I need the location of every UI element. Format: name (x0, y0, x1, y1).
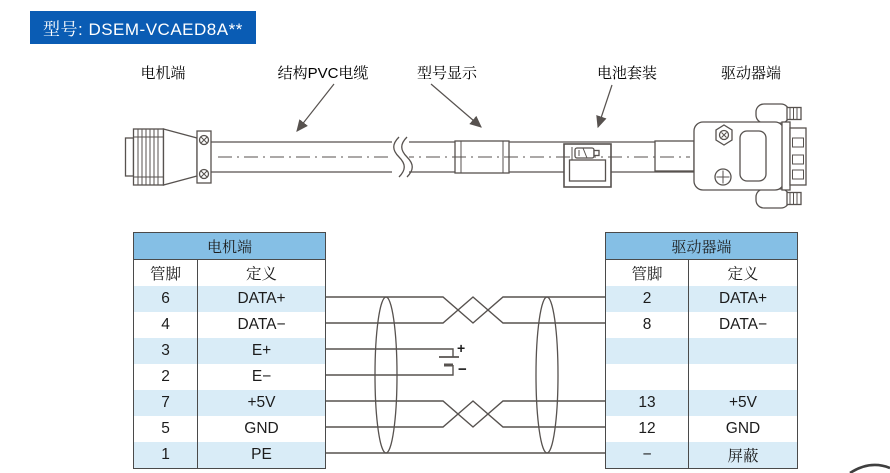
table-row (134, 364, 326, 390)
table-row (606, 364, 798, 390)
wire-e-plus (325, 349, 453, 357)
column-header-def: 定义 (246, 266, 278, 283)
def-cell: +5V (198, 390, 326, 416)
driver-table-title: 驱动器端 (606, 233, 798, 260)
table-row (606, 338, 798, 364)
pin-cell: 1 (134, 442, 198, 469)
def-cell: DATA+ (198, 286, 326, 312)
wire-data-plus (325, 297, 605, 323)
pin-cell: 6 (134, 286, 198, 312)
shield-ellipse-right (536, 297, 558, 453)
pin-cell: 2 (606, 286, 689, 312)
def-cell: GND (244, 420, 279, 437)
model-display-leader (431, 84, 481, 127)
column-header-def: 定义 (727, 266, 759, 283)
motor-pinout-table (133, 232, 326, 469)
battery-plus-label: + (457, 340, 466, 356)
table-header-row (606, 260, 798, 287)
pin-cell: 7 (134, 390, 198, 416)
table-row (606, 442, 798, 469)
table-row (134, 286, 326, 312)
pin-cell: 5 (134, 416, 198, 442)
wire-5v (325, 401, 605, 427)
pin-cell: 13 (606, 390, 689, 416)
battery-minus-label: − (458, 361, 467, 378)
model-badge: 型号: DSEM-VCAED8A** (30, 11, 256, 44)
def-cell: PE (198, 442, 326, 469)
table-row (606, 312, 798, 338)
label-model-display: 型号显示 (416, 65, 478, 82)
table-row (134, 442, 326, 469)
wire-gnd (325, 401, 605, 427)
table-title-row (606, 233, 798, 260)
def-cell (689, 338, 798, 364)
table-row (606, 416, 798, 442)
def-cell: DATA+ (689, 286, 798, 312)
pin-cell (606, 364, 689, 390)
pin-cell: − (606, 442, 689, 469)
table-row (134, 390, 326, 416)
table-row (134, 416, 326, 442)
def-cell: DATA− (237, 316, 286, 333)
label-driver-end: 驱动器端 (720, 65, 782, 82)
driver-cable-boot (655, 141, 694, 171)
pin-cell (606, 338, 689, 364)
def-cell: +5V (689, 390, 798, 416)
table-row (606, 286, 798, 312)
pin-cell: 2 (134, 364, 198, 390)
corner-decoration-arc (850, 465, 890, 473)
pin-cell: 8 (606, 312, 689, 338)
def-cell (689, 364, 798, 390)
table-row (134, 312, 326, 338)
pin-cell: 12 (606, 416, 689, 442)
motor-connector (126, 129, 212, 185)
column-header-pin: 管脚 (606, 260, 689, 287)
driver-connector (694, 104, 806, 208)
driver-pinout-table (605, 232, 798, 469)
pin-cell: 4 (134, 312, 198, 338)
wire-data-minus (325, 297, 605, 323)
label-motor-end: 电机端 (140, 65, 186, 82)
table-title-row (134, 233, 326, 260)
column-header-pin: 管脚 (134, 260, 198, 287)
pin-cell: 3 (134, 338, 198, 364)
def-cell: E+ (198, 338, 326, 364)
leader-arrows (297, 84, 612, 131)
def-cell: DATA− (718, 316, 768, 333)
battery-kit-leader (598, 85, 612, 127)
def-cell: GND (725, 420, 761, 437)
pvc-cable-leader (297, 84, 334, 131)
label-battery-kit: 电池套装 (596, 65, 658, 82)
wire-e-minus (325, 365, 453, 375)
def-cell: E− (251, 368, 272, 385)
def-cell: 屏蔽 (689, 442, 798, 469)
table-row (606, 390, 798, 416)
label-pvc-cable: 结构PVC电缆 (277, 65, 369, 82)
motor-table-title: 电机端 (134, 233, 326, 260)
table-header-row (134, 260, 326, 287)
table-row (134, 338, 326, 364)
